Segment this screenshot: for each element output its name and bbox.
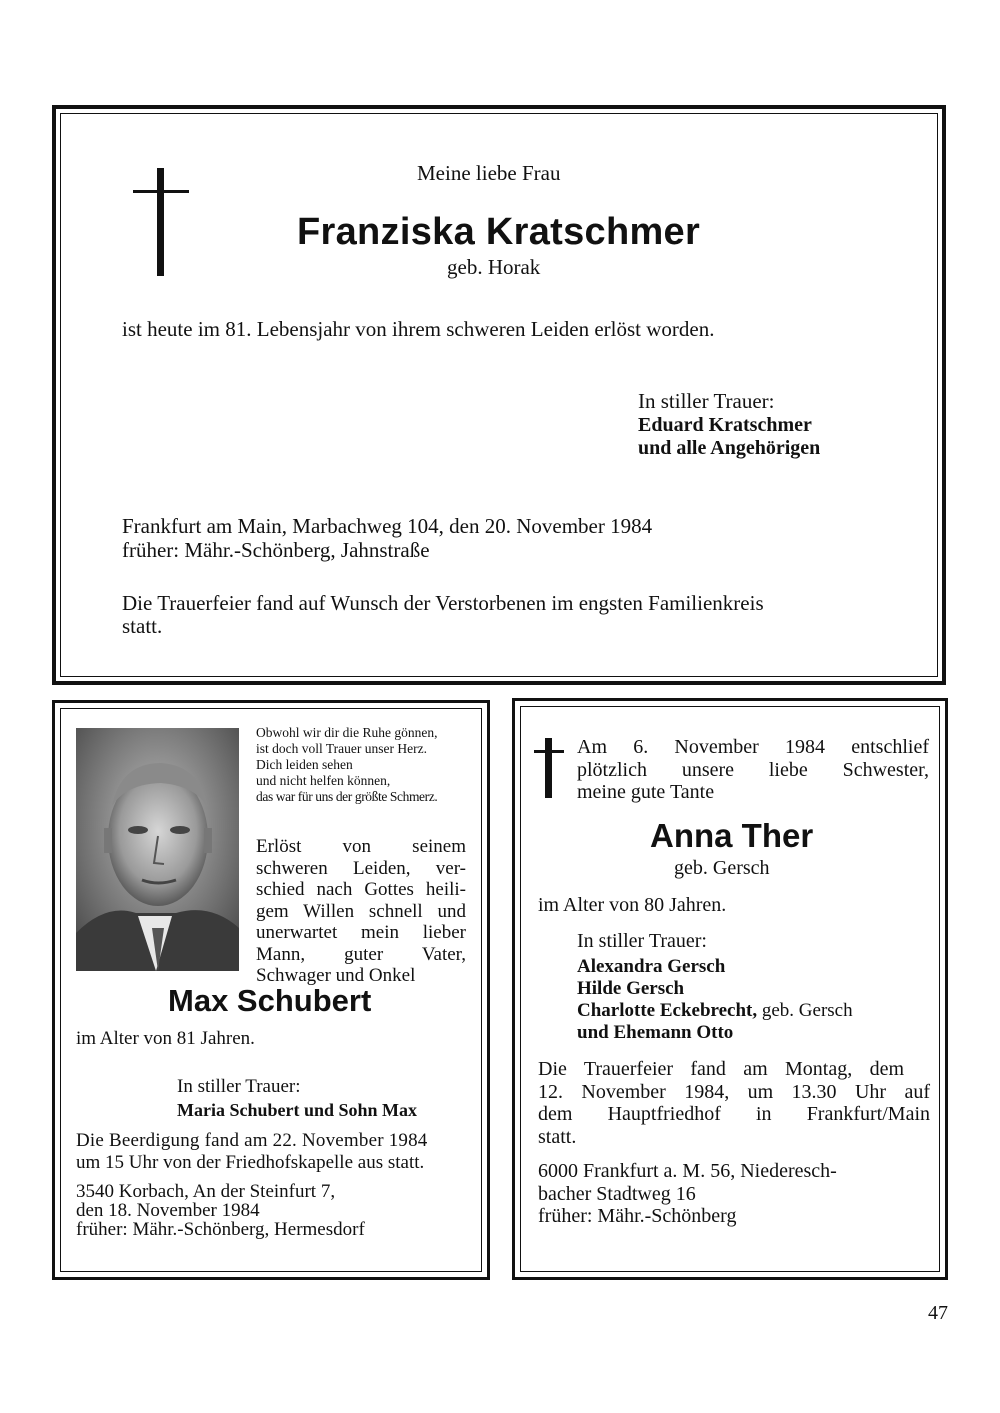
- intro-line: meine gute Tante: [577, 781, 715, 803]
- maiden-name: geb. Horak: [447, 255, 541, 279]
- deceased-name: Anna Ther: [650, 817, 814, 854]
- cross-icon: [133, 168, 193, 278]
- ceremony-line-2: statt.: [122, 614, 163, 638]
- burial-line-1: Die Beerdigung fand am 22. November 1984: [76, 1130, 428, 1151]
- maiden-name: geb. Gersch: [674, 857, 770, 879]
- portrait-photo: [76, 728, 239, 971]
- address-block: [538, 1160, 898, 1228]
- page-number: 47: [928, 1302, 948, 1324]
- text-line: schweren Leiden, ver-: [256, 857, 466, 879]
- burial-line-2: um 15 Uhr von der Friedhofskapelle aus statt.: [76, 1152, 425, 1173]
- text-line: unerwartet mein lieber: [256, 922, 466, 943]
- intro-text: Meine liebe Frau: [417, 161, 561, 185]
- intro-line: Am 6. November 1984 entschlief: [577, 736, 929, 758]
- mourners: Maria Schubert und Sohn Max: [177, 1100, 418, 1120]
- place-line-2: früher: Mähr.-Schönberg, Jahnstraße: [122, 538, 430, 562]
- text-line: gem Willen schnell und: [256, 900, 466, 922]
- ceremony-line: statt.: [538, 1125, 577, 1148]
- address-line-1: 3540 Korbach, An der Steinfurt 7,: [76, 1181, 336, 1202]
- ceremony-line-1: Die Trauerfeier fand auf Wunsch der Verstorbenen im engsten Familienkreis: [122, 591, 764, 615]
- text-line: Schwager und Onkel: [256, 965, 416, 986]
- mourner-4: und Ehemann Otto: [577, 1022, 734, 1043]
- age-text: im Alter von 81 Jahren.: [76, 1028, 255, 1049]
- poem-line: Obwohl wir dir die Ruhe gönnen,: [256, 725, 438, 740]
- address-line: 6000 Frankfurt a. M. 56, Niederesch-: [538, 1160, 837, 1182]
- address-line-2: den 18. November 1984: [76, 1200, 260, 1221]
- text-line: Mann, guter Vater,: [256, 943, 466, 965]
- statement-text: ist heute im 81. Lebensjahr von ihrem schweren Leiden erlöst worden.: [122, 317, 715, 341]
- death-text-block: [256, 836, 466, 987]
- ceremony-line: Die Trauerfeier fand am Montag, dem: [538, 1058, 904, 1080]
- poem-block: [256, 725, 478, 805]
- cross-icon: [534, 738, 574, 800]
- poem-line: Dich leiden sehen: [256, 757, 353, 772]
- poem-line: das war für uns der größte Schmerz.: [256, 789, 438, 804]
- ceremony-line: 12. November 1984, um 13.30 Uhr auf: [538, 1080, 930, 1103]
- mourner-3-name: Charlotte Eckebrecht,: [577, 1000, 758, 1021]
- mourning-label: In stiller Trauer:: [577, 930, 707, 952]
- address-line: bacher Stadtweg 16: [538, 1182, 696, 1205]
- ceremony-block: [538, 1058, 930, 1148]
- mourner-2: und alle Angehörigen: [638, 437, 821, 459]
- deceased-name: Franziska Kratschmer: [297, 211, 701, 253]
- poem-line: ist doch voll Trauer unser Herz.: [256, 741, 427, 756]
- mourning-label: In stiller Trauer:: [177, 1076, 301, 1097]
- ceremony-line: dem Hauptfriedhof in Frankfurt/Main: [538, 1103, 930, 1125]
- mourner-3: [577, 1000, 853, 1022]
- address-line: früher: Mähr.-Schönberg: [538, 1205, 737, 1227]
- mourner-2: Hilde Gersch: [577, 978, 685, 999]
- age-text: im Alter von 80 Jahren.: [538, 894, 727, 916]
- text-line: Erlöst von seinem: [256, 836, 466, 857]
- intro-line: plötzlich unsere liebe Schwester,: [577, 758, 929, 781]
- mourner-1: Eduard Kratschmer: [638, 414, 812, 436]
- text-line: schied nach Gottes heili-: [256, 879, 466, 900]
- place-line-1: Frankfurt am Main, Marbachweg 104, den 20. November 1984: [122, 514, 653, 538]
- intro-block: [577, 736, 929, 804]
- deceased-name: Max Schubert: [168, 983, 372, 1018]
- address-line-3: früher: Mähr.-Schönberg, Hermesdorf: [76, 1219, 365, 1240]
- poem-line: und nicht helfen können,: [256, 773, 391, 788]
- mourner-3-maiden: geb. Gersch: [757, 1000, 853, 1021]
- mourner-1: Alexandra Gersch: [577, 956, 726, 977]
- mourning-label: In stiller Trauer:: [638, 389, 775, 413]
